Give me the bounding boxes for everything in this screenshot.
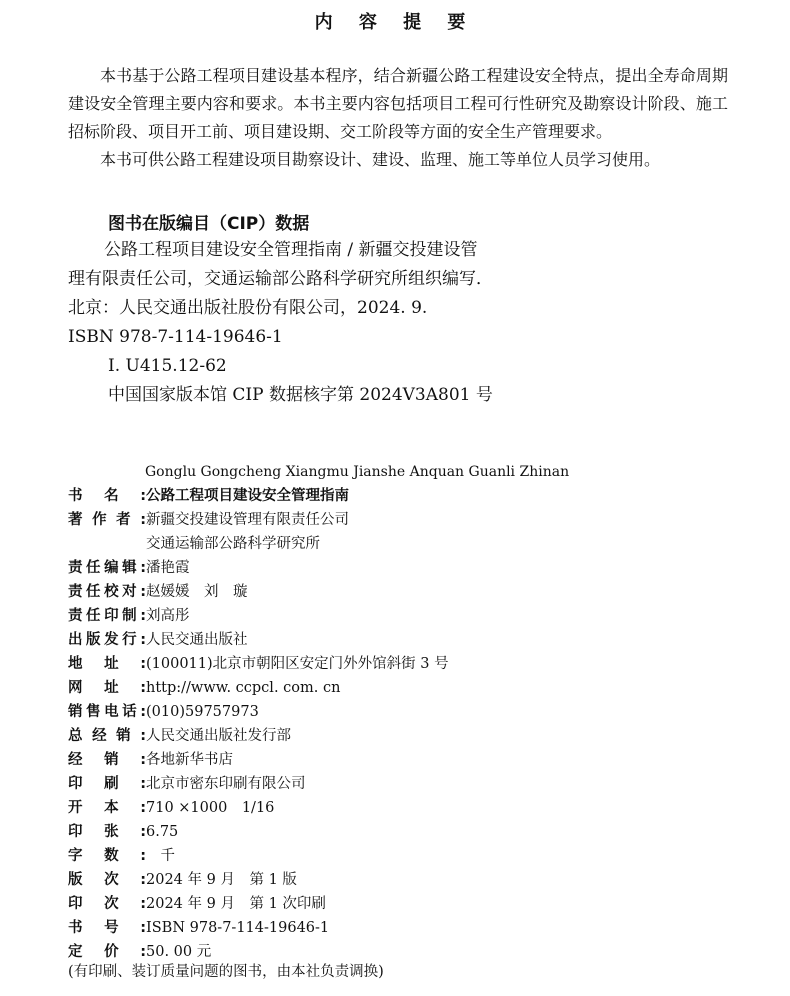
info-label-colon: : <box>140 704 146 720</box>
cip-data-block <box>68 236 568 410</box>
info-label-char: 印 <box>68 896 83 912</box>
info-label-char: 销 <box>104 752 119 768</box>
info-label <box>68 892 146 916</box>
info-label-char: 对 <box>122 584 137 600</box>
info-label-char: 责 <box>68 560 83 576</box>
info-label-char: 出 <box>68 632 83 648</box>
info-label-char: 制 <box>122 608 137 624</box>
info-label-char: 址 <box>104 656 119 672</box>
info-row <box>68 628 768 652</box>
info-value: 6.75 <box>146 824 179 840</box>
info-value: 公路工程项目建设安全管理指南 <box>146 488 349 504</box>
info-label <box>68 580 146 604</box>
info-label-char: 销 <box>116 728 131 744</box>
info-label <box>68 628 146 652</box>
info-label-char: 本 <box>104 800 119 816</box>
info-label-colon: : <box>140 728 146 744</box>
info-label <box>68 772 146 796</box>
info-label-char: 次 <box>104 872 119 888</box>
info-label-char: 编 <box>104 560 119 576</box>
info-label-char: 者 <box>116 512 131 528</box>
info-label-char: 销 <box>68 704 83 720</box>
info-label-char: 责 <box>68 584 83 600</box>
info-row <box>68 652 768 676</box>
info-value: 千 <box>146 848 175 864</box>
info-label <box>68 916 146 940</box>
info-label-char: 网 <box>68 680 83 696</box>
info-label-char: 校 <box>104 584 119 600</box>
info-label-char: 经 <box>92 728 107 744</box>
info-label-char: 行 <box>122 632 137 648</box>
info-label <box>68 652 146 676</box>
info-label <box>68 844 146 868</box>
info-row <box>68 700 768 724</box>
info-row <box>68 748 768 772</box>
info-label-char: 总 <box>68 728 83 744</box>
info-label-char: 售 <box>86 704 101 720</box>
info-label-colon: : <box>140 896 146 912</box>
info-row <box>68 868 768 892</box>
info-row <box>68 556 768 580</box>
info-label-colon: : <box>140 800 146 816</box>
info-value: http://www. ccpcl. com. cn <box>146 680 341 696</box>
info-label-colon: : <box>140 560 146 576</box>
info-label-char: 字 <box>68 848 83 864</box>
cip-line-5: Ⅰ. U415.12-62 <box>108 356 227 376</box>
info-label-char: 作 <box>92 512 107 528</box>
info-label-char: 书 <box>68 488 83 504</box>
info-label-char: 印 <box>68 776 83 792</box>
info-label <box>68 604 146 628</box>
info-label <box>68 484 146 508</box>
info-value: 赵媛媛 刘 璇 <box>146 584 248 600</box>
info-row <box>68 484 768 508</box>
info-row <box>68 508 768 532</box>
info-label-char: 版 <box>86 632 101 648</box>
info-label-colon: : <box>140 920 146 936</box>
info-label <box>68 820 146 844</box>
info-label-char: 经 <box>68 752 83 768</box>
info-row <box>68 580 768 604</box>
info-label-colon: : <box>140 752 146 768</box>
info-row <box>68 796 768 820</box>
info-label-colon: : <box>140 584 146 600</box>
info-label-char: 数 <box>104 848 119 864</box>
info-row <box>68 820 768 844</box>
info-row <box>68 724 768 748</box>
info-label-char: 印 <box>68 824 83 840</box>
cip-line-6: 中国国家版本馆 CIP 数据核字第 2024V3A801 号 <box>108 385 493 405</box>
info-label-char: 著 <box>68 512 83 528</box>
info-value: 交通运输部公路科学研究所 <box>146 536 320 552</box>
info-label-char: 张 <box>104 824 119 840</box>
info-label-char: 开 <box>68 800 83 816</box>
info-label <box>68 796 146 820</box>
info-row <box>68 892 768 916</box>
info-label-colon: : <box>140 776 146 792</box>
info-value: ISBN 978-7-114-19646-1 <box>146 920 330 936</box>
info-value: 50. 00 元 <box>146 944 212 960</box>
summary-section <box>68 62 728 174</box>
info-label-char: 任 <box>86 584 101 600</box>
publication-info-list <box>68 484 768 964</box>
info-value: (100011)北京市朝阳区安定门外外馆斜街 3 号 <box>146 656 449 672</box>
info-label-colon: : <box>140 656 146 672</box>
info-value: (010)59757973 <box>146 704 259 720</box>
info-label-char: 任 <box>86 560 101 576</box>
info-label <box>68 748 146 772</box>
info-value: 人民交通出版社 <box>146 632 248 648</box>
info-label-colon: : <box>140 944 146 960</box>
info-label-char: 定 <box>68 944 83 960</box>
info-label <box>68 532 146 556</box>
info-label <box>68 676 146 700</box>
cip-line-1: 公路工程项目建设安全管理指南 / 新疆交投建设管 <box>104 240 478 260</box>
summary-heading: 内 容 提 要 <box>314 12 476 33</box>
info-label-colon: : <box>140 824 146 840</box>
info-label <box>68 868 146 892</box>
info-value: 各地新华书店 <box>146 752 233 768</box>
info-row <box>68 772 768 796</box>
info-row <box>68 844 768 868</box>
info-label-char: 责 <box>68 608 83 624</box>
info-label-char: 名 <box>104 488 119 504</box>
cip-line-3: 北京：人民交通出版社股份有限公司，2024. 9. <box>68 298 428 318</box>
info-label-char: 任 <box>86 608 101 624</box>
info-label-colon: : <box>140 848 146 864</box>
info-label-colon: : <box>140 632 146 648</box>
info-label-char: 辑 <box>122 560 137 576</box>
info-label-colon: : <box>140 872 146 888</box>
summary-paragraph-1: 本书基于公路工程项目建设基本程序，结合新疆公路工程建设安全特点，提出全寿命周期建设安全管理主要内容和要求。本书主要内容包括项目工程可行性研究及勘察设计阶段、施工招标阶段、项目开工前、项目建设期、交工阶段等方面的安全生产管理要求。 <box>68 66 728 141</box>
cip-title: 图书在版编目（CIP）数据 <box>108 214 310 234</box>
info-value: 2024 年 9 月 第 1 次印刷 <box>146 896 326 912</box>
info-value: 2024 年 9 月 第 1 版 <box>146 872 297 888</box>
info-value: 710 ×1000 1/16 <box>146 800 275 816</box>
info-value: 潘艳霞 <box>146 560 190 576</box>
cip-line-2: 理有限责任公司，交通运输部公路科学研究所组织编写． <box>68 269 493 289</box>
info-label-colon: : <box>140 488 146 504</box>
info-label-char: 价 <box>104 944 119 960</box>
book-title-pinyin: Gonglu Gongcheng Xiangmu Jianshe Anquan Guanli Zhinan <box>145 464 570 480</box>
info-label-char: 发 <box>104 632 119 648</box>
info-value: 新疆交投建设管理有限责任公司 <box>146 512 349 528</box>
info-label-char: 址 <box>104 680 119 696</box>
info-label-char: 电 <box>104 704 119 720</box>
summary-paragraph-2: 本书可供公路工程建设项目勘察设计、建设、监理、施工等单位人员学习使用。 <box>100 150 661 169</box>
info-label <box>68 556 146 580</box>
info-label-char: 号 <box>104 920 119 936</box>
info-label-char: 版 <box>68 872 83 888</box>
info-label-char: 刷 <box>104 776 119 792</box>
info-row <box>68 604 768 628</box>
cip-line-4: ISBN 978-7-114-19646-1 <box>68 327 283 347</box>
info-label-char: 书 <box>68 920 83 936</box>
info-label-char: 次 <box>104 896 119 912</box>
info-label-colon: : <box>140 608 146 624</box>
quality-note: (有印刷、装订质量问题的图书，由本社负责调换) <box>68 964 384 980</box>
info-label <box>68 508 146 532</box>
info-row <box>68 532 768 556</box>
info-row <box>68 676 768 700</box>
info-value: 人民交通出版社发行部 <box>146 728 291 744</box>
info-label-char: 地 <box>68 656 83 672</box>
info-label-char: 话 <box>122 704 137 720</box>
info-value: 北京市密东印刷有限公司 <box>146 776 306 792</box>
info-row <box>68 916 768 940</box>
info-label <box>68 724 146 748</box>
info-label-colon: : <box>140 512 146 528</box>
info-label-char: 印 <box>104 608 119 624</box>
info-label-colon: : <box>140 680 146 696</box>
info-label <box>68 700 146 724</box>
info-value: 刘高彤 <box>146 608 190 624</box>
